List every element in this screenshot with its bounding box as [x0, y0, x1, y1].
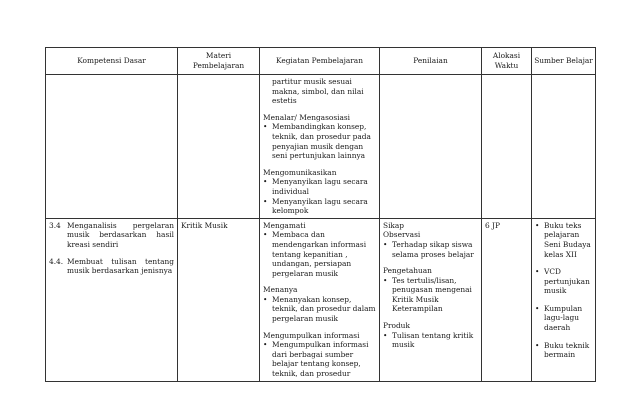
header-kompetensi: Kompetensi Dasar — [46, 48, 178, 75]
list-item: • Membaca dan mendengarkan informasi tentang kepanitian , undangan, persiapan pergelaran musik — [263, 230, 376, 278]
header-alokasi: Alokasi Waktu — [482, 48, 532, 75]
list-item: • Tes tertulis/lisan, penugasan mengenai Kritik Musik Keterampilan — [383, 276, 478, 314]
kd-number: 3.4 — [49, 220, 61, 230]
continued-line: makna, simbol, dan nilai — [272, 86, 364, 96]
cell-materi-empty — [178, 75, 260, 219]
cell-penilaian — [380, 218, 482, 381]
sikap-title: Sikap — [383, 220, 405, 230]
mengamati-title: Mengamati — [263, 220, 306, 230]
continued-line: partitur musik sesuai — [272, 77, 352, 86]
menanya-list — [263, 295, 376, 324]
cell-kegiatan — [260, 218, 380, 381]
header-sumber: Sumber Belajar — [532, 48, 596, 75]
produk-list — [383, 331, 478, 350]
pengetahuan-list — [383, 276, 478, 314]
cell-kompetensi — [46, 218, 178, 381]
rpp-table — [45, 47, 596, 382]
cell-alokasi-empty — [482, 75, 532, 219]
menalar-list — [263, 122, 376, 160]
header-penilaian: Penilaian — [380, 48, 482, 75]
continued-line: estetis — [272, 96, 297, 106]
cell-sumber — [532, 218, 596, 381]
kd-number: 4.4. — [49, 256, 64, 266]
cell-kegiatan-continued — [260, 75, 380, 219]
table-row — [46, 218, 596, 381]
sikap-subtitle: Observasi — [383, 230, 421, 240]
sumber-list — [535, 221, 592, 360]
table-row — [46, 75, 596, 219]
sikap-list — [383, 240, 478, 259]
list-item: • Menanyakan konsep, teknik, dan prosedur dalam pergelaran musik — [263, 295, 376, 324]
continued-text — [263, 77, 376, 106]
header-kegiatan: Kegiatan Pembelajaran — [260, 48, 380, 75]
list-item: • Mengumpulkan informasi dari berbagai sumber belajar tentang konsep, teknik, dan prosedur — [263, 340, 376, 378]
list-item: • Buku teknik bermain — [535, 341, 592, 360]
cell-kompetensi-empty — [46, 75, 178, 219]
list-item: • Kumpulan lagu-lagu daerah — [535, 304, 592, 333]
menanya-title: Menanya — [263, 285, 298, 295]
mengomunikasikan-list — [263, 177, 376, 215]
list-item: • Buku teks pelajaran Seni Budaya kelas XII — [535, 221, 592, 259]
mengomunikasikan-title: Mengomunikasikan — [263, 167, 337, 177]
header-materi: Materi Pembelajaran — [178, 48, 260, 75]
kd-text: Membuat tulisan tentang musik berdasarkan jenisnya — [67, 256, 174, 276]
list-item: • VCD pertunjukan musik — [535, 267, 592, 296]
list-item: • Terhadap sikap siswa selama proses belajar — [383, 240, 478, 259]
cell-materi: Kritik Musik — [178, 218, 260, 381]
mengamati-list — [263, 230, 376, 278]
cell-penilaian-empty — [380, 75, 482, 219]
mengumpulkan-list — [263, 340, 376, 378]
menalar-title: Menalar/ Mengasosiasi — [263, 112, 351, 122]
list-item: • Menyanyikan lagu secara kelompok — [263, 197, 376, 216]
mengumpulkan-title: Mengumpulkan informasi — [263, 330, 360, 340]
produk-title: Produk — [383, 321, 410, 331]
list-item: • Membandingkan konsep, teknik, dan prosedur pada penyajian musik dengan seni pertunjukan lainnya — [263, 122, 376, 160]
pengetahuan-title: Pengetahuan — [383, 266, 432, 276]
kd-text: Menganalisis pergelaran musik berdasarkan hasil kreasi sendiri — [67, 220, 174, 249]
kd-item — [49, 257, 174, 276]
list-item: • Menyanyikan lagu secara individual — [263, 177, 376, 196]
cell-alokasi: 6 JP — [482, 218, 532, 381]
header-row — [46, 48, 596, 75]
kd-item — [49, 221, 174, 250]
cell-sumber-empty — [532, 75, 596, 219]
list-item: • Tulisan tentang kritik musik — [383, 331, 478, 350]
